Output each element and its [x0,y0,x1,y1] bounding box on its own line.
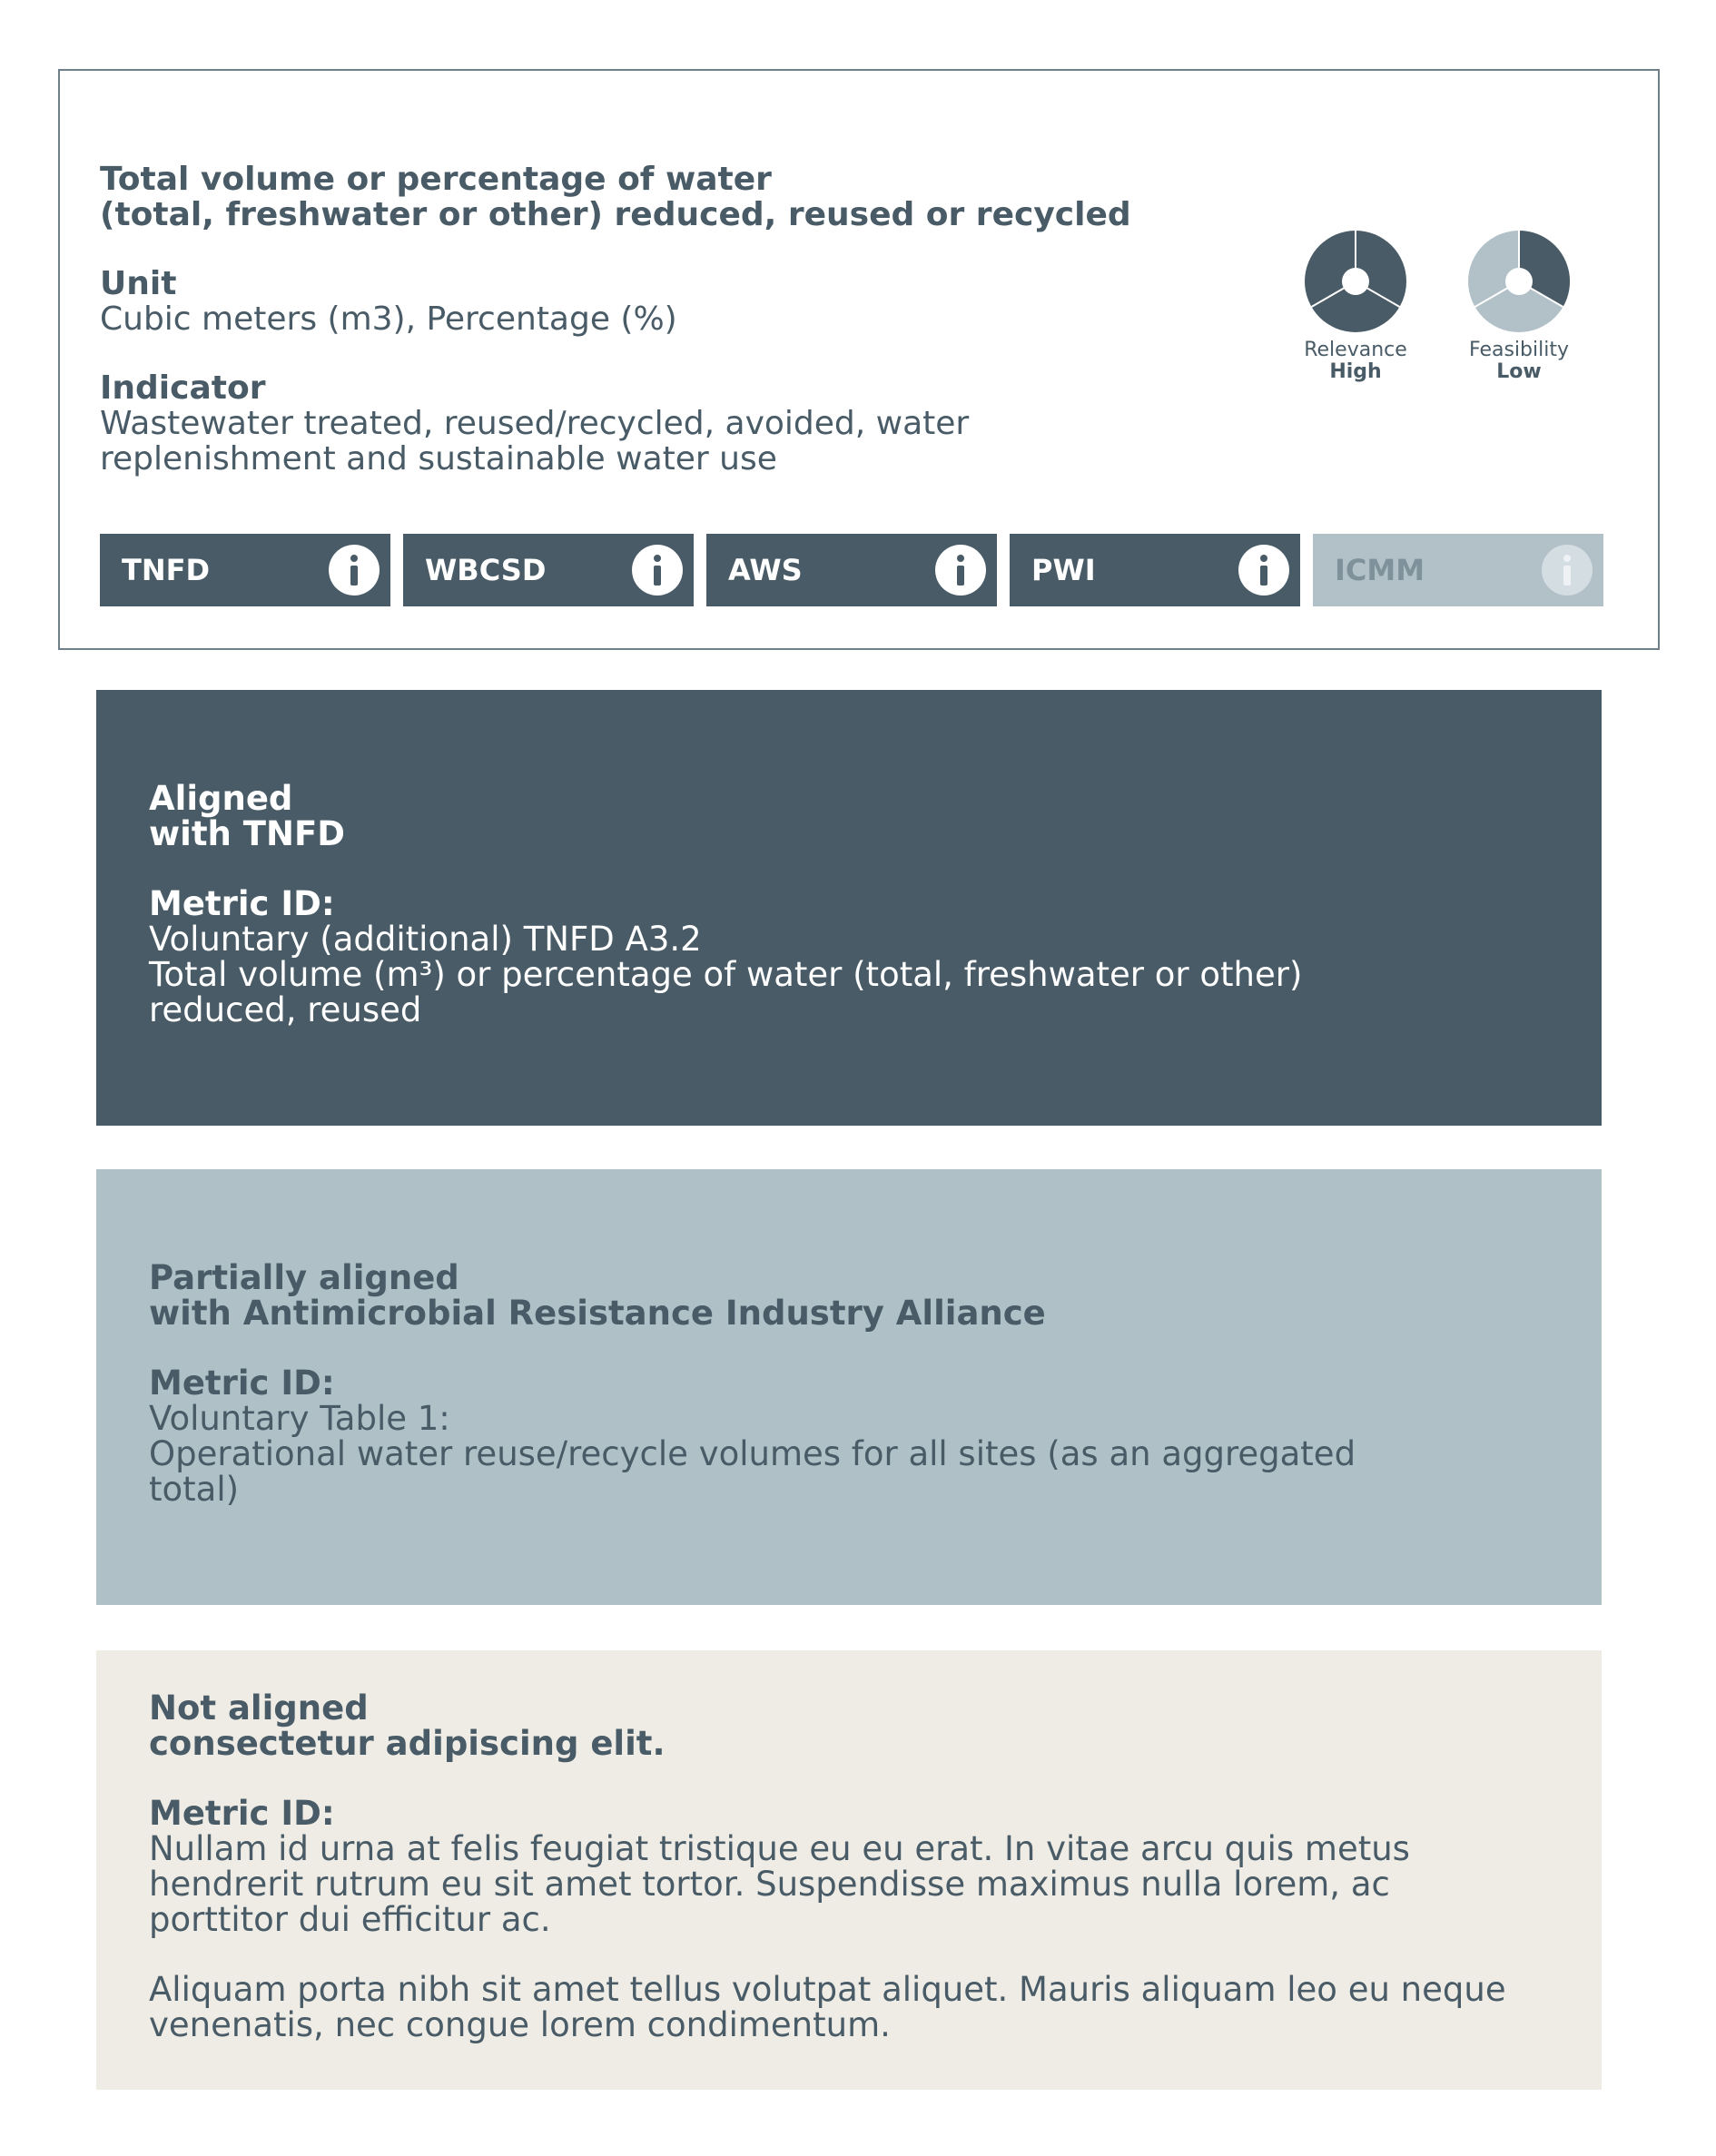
relevance-label: Relevance [1304,339,1407,361]
tag-label: PWI [1031,553,1096,587]
info-icon[interactable] [1542,545,1593,596]
tag-aws[interactable] [706,534,997,606]
alignment-panel-partial [96,1169,1602,1605]
metric-id-label: Metric ID: [149,884,335,923]
metric-id-paragraph-2: Aliquam porta nibh sit amet tellus volutpat aliquet. Mauris aliquam leo eu neque venenatis, nec congue lorem condimentum. [149,1970,1506,2044]
metric-id-label: Metric ID: [149,1363,335,1403]
tag-wbcsd[interactable] [403,534,694,606]
info-icon[interactable] [329,545,380,596]
metric-description [100,162,1189,477]
tag-label: ICMM [1335,553,1425,587]
alignment-heading: Not aligned consectetur adipiscing elit. [149,1688,666,1763]
metric-id-value: Voluntary (additional) TNFD A3.2 Total volume (m³) or percentage of water (total, freshwater or other) reduced, reused [149,920,1303,1029]
info-icon[interactable] [632,545,683,596]
alignment-heading: Partially aligned with Antimicrobial Resistance Industry Alliance [149,1258,1046,1333]
tag-pwi[interactable] [1010,534,1300,606]
metric-title: Total volume or percentage of water (total, freshwater or other) reduced, reused or recycled [100,161,1131,233]
tag-label: TNFD [122,553,211,587]
feasibility-pie-icon [1468,231,1570,332]
unit-label: Unit [100,265,177,302]
metric-id-value: Voluntary Table 1: Operational water reuse/recycle volumes for all sites (as an aggregated total) [149,1399,1356,1509]
metric-id-paragraph-1: Nullam id urna at felis feugiat tristique eu eu erat. In vitae arcu quis metus hendrerit rutrum eu sit amet tortor. Suspendisse maximus nulla lorem, ac porttitor dui efficitur ac. [149,1829,1410,1939]
framework-tags [100,534,1607,606]
tag-icmm[interactable] [1313,534,1603,606]
relevance-rating [1287,231,1424,383]
info-icon[interactable] [1238,545,1289,596]
tag-label: WBCSD [425,553,547,587]
relevance-pie-icon [1305,231,1406,332]
indicator-label: Indicator [100,369,266,407]
alignment-panel-aligned [96,690,1602,1126]
feasibility-level: Low [1496,360,1542,383]
relevance-level: High [1329,360,1382,383]
tag-label: AWS [728,553,803,587]
feasibility-rating [1451,231,1587,383]
unit-value: Cubic meters (m3), Percentage (%) [100,300,677,338]
alignment-heading: Aligned with TNFD [149,779,345,853]
tag-tnfd[interactable] [100,534,390,606]
metric-id-label: Metric ID: [149,1794,335,1833]
alignment-panel-not-aligned [96,1650,1602,2090]
indicator-value: Wastewater treated, reused/recycled, avoided, water replenishment and sustainable water use [100,405,970,477]
metric-card [58,69,1660,650]
info-icon[interactable] [935,545,986,596]
feasibility-label: Feasibility [1469,339,1569,361]
